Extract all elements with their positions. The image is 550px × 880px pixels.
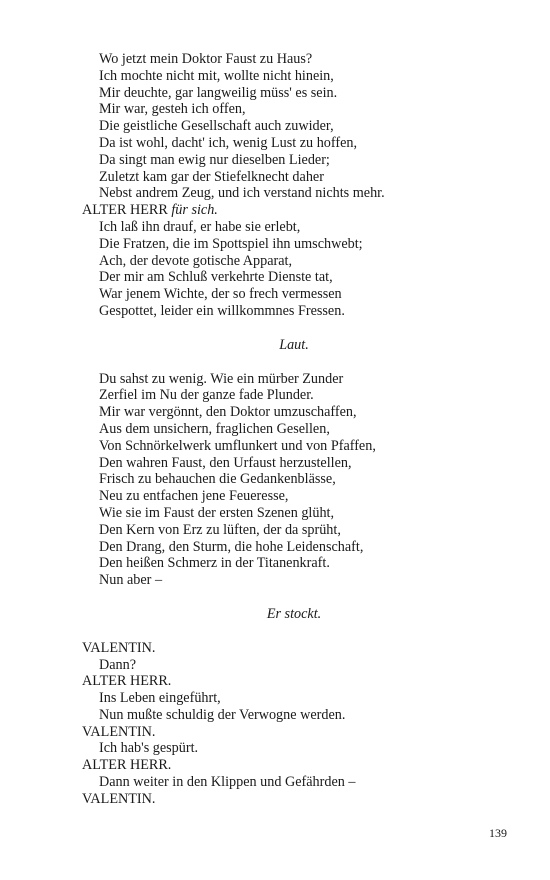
verse-line: Ich hab's gespürt. bbox=[99, 740, 199, 757]
verse-line: Wie sie im Faust der ersten Szenen glüht, bbox=[99, 504, 335, 521]
spacer bbox=[82, 354, 502, 371]
verse-line: Dann? bbox=[99, 656, 137, 673]
verse-line: Nun aber – bbox=[99, 572, 163, 589]
dialogue-block bbox=[82, 640, 502, 808]
verse-line: Der mir am Schluß verkehrte Dienste tat, bbox=[99, 269, 333, 286]
spacer bbox=[82, 623, 502, 640]
speaker-name: VALENTIN. bbox=[82, 723, 156, 740]
speaker-name: VALENTIN. bbox=[82, 790, 156, 807]
stage-direction-centered: Er stockt. bbox=[266, 605, 322, 622]
verse-line: Den heißen Schmerz in der Titanenkraft. bbox=[99, 555, 330, 572]
verse-block-1 bbox=[82, 51, 502, 202]
verse-line: Den wahren Faust, den Urfaust herzustellen, bbox=[99, 454, 352, 471]
verse-line: Ich mochte nicht mit, wollte nicht hinein, bbox=[99, 67, 334, 84]
verse-line: Du sahst zu wenig. Wie ein mürber Zunder bbox=[99, 370, 344, 387]
verse-line: Ach, der devote gotische Apparat, bbox=[99, 252, 293, 269]
speaker-name: ALTER HERR bbox=[82, 202, 168, 219]
verse-line: Mir deuchte, gar langweilig müss' es sein. bbox=[99, 84, 338, 101]
verse-line: Ich laß ihn drauf, er habe sie erlebt, bbox=[99, 218, 301, 235]
verse-line: Mir war vergönnt, den Doktor umzuschaffen, bbox=[99, 404, 357, 421]
speaker-name: ALTER HERR. bbox=[82, 673, 172, 690]
verse-line: Gespottet, leider ein willkommnes Fressen. bbox=[99, 302, 345, 319]
spacer bbox=[82, 320, 502, 337]
verse-line: Zerfiel im Nu der ganze fade Plunder. bbox=[99, 387, 314, 404]
page-number: 139 bbox=[489, 826, 507, 840]
verse-line: Die geistliche Gesellschaft auch zuwider, bbox=[99, 118, 334, 135]
verse-line: Von Schnörkelwerk umflunkert und von Pfaffen, bbox=[99, 437, 376, 454]
verse-line: Nebst andrem Zeug, und ich verstand nichts mehr. bbox=[99, 185, 385, 202]
play-text bbox=[82, 51, 502, 808]
verse-line: Nun mußte schuldig der Verwogne werden. bbox=[99, 706, 346, 723]
stage-direction-centered: Laut. bbox=[279, 336, 309, 353]
verse-line: Aus dem unsichern, fraglichen Gesellen, bbox=[99, 420, 330, 437]
spacer bbox=[82, 589, 502, 606]
verse-block-2 bbox=[82, 219, 502, 320]
verse-line: Frisch zu behauchen die Gedankenblässe, bbox=[99, 471, 336, 488]
speaker-name: ALTER HERR. bbox=[82, 757, 172, 774]
verse-line: War jenem Wichte, der so frech vermessen bbox=[99, 286, 342, 303]
verse-line: Da ist wohl, dacht' ich, wenig Lust zu hoffen, bbox=[99, 134, 358, 151]
verse-line: Die Fratzen, die im Spottspiel ihn umschwebt; bbox=[99, 235, 363, 252]
verse-line: Den Kern von Erz zu lüften, der da sprüht, bbox=[99, 521, 341, 538]
verse-line: Wo jetzt mein Doktor Faust zu Haus? bbox=[99, 51, 313, 67]
verse-line: Zuletzt kam gar der Stiefelknecht daher bbox=[99, 168, 324, 185]
verse-line: Neu zu entfachen jene Feueresse, bbox=[99, 488, 289, 505]
verse-block-3 bbox=[82, 371, 502, 589]
speaker-name: VALENTIN. bbox=[82, 639, 156, 656]
stage-direction: für sich. bbox=[171, 202, 218, 219]
verse-line: Ins Leben eingeführt, bbox=[99, 690, 221, 707]
verse-line: Den Drang, den Sturm, die hohe Leidenschaft, bbox=[99, 538, 364, 555]
verse-line: Mir war, gesteh ich offen, bbox=[99, 101, 246, 118]
verse-line: Dann weiter in den Klippen und Gefährden – bbox=[99, 774, 356, 791]
speaker-line bbox=[82, 202, 502, 219]
verse-line: Da singt man ewig nur dieselben Lieder; bbox=[99, 151, 330, 168]
